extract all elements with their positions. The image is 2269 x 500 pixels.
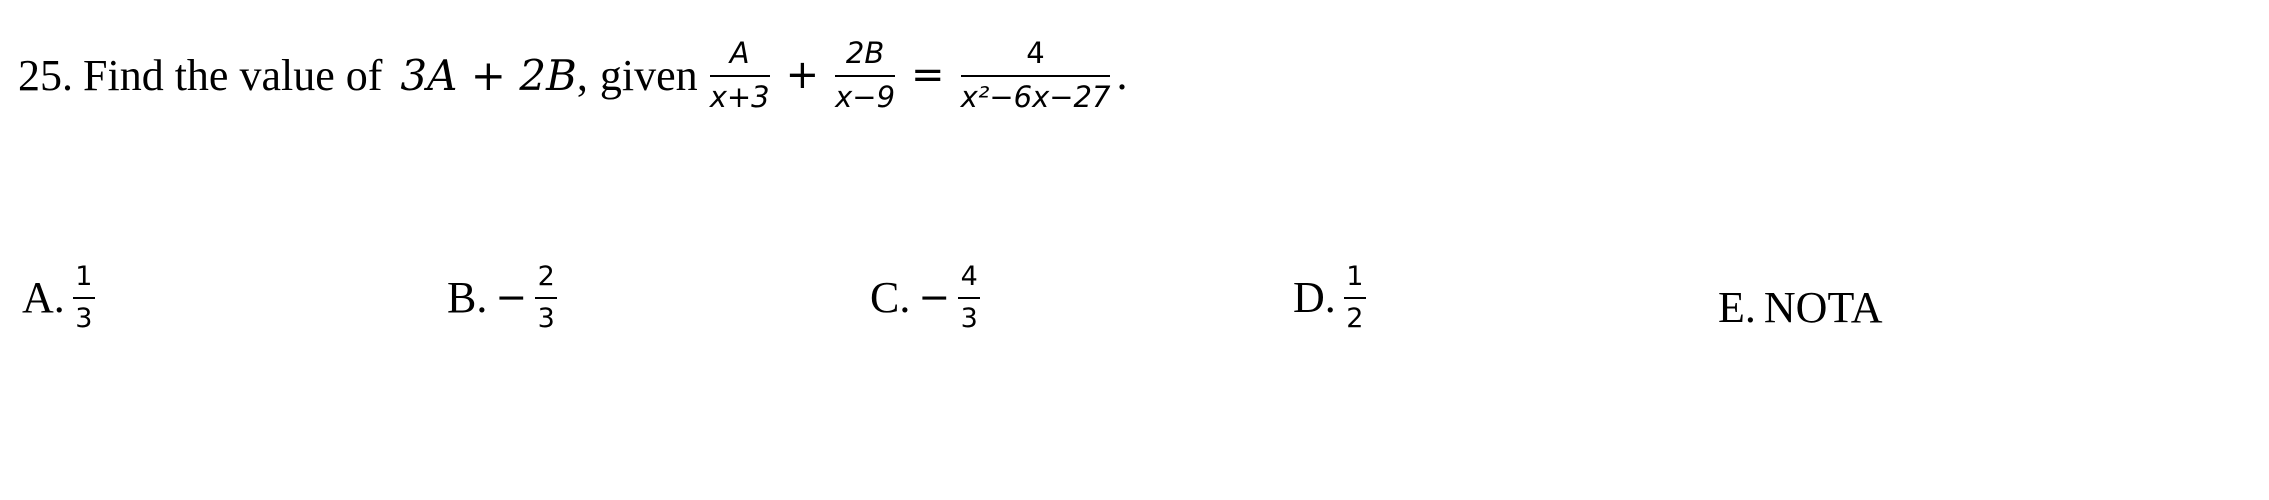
question-number: 25. (18, 50, 73, 100)
choice-a (22, 252, 95, 342)
question-prompt: Find the value of (83, 50, 383, 100)
fraction-numerator: 1 (75, 260, 93, 292)
fraction-numerator: 2B (845, 35, 885, 70)
equals-sign: = (911, 52, 945, 98)
choice-fraction (1344, 260, 1366, 334)
target-expression: 3A + 2B (400, 50, 577, 100)
choice-fraction (958, 260, 980, 334)
fraction-denominator: 3 (537, 302, 555, 334)
fraction-numerator: A (729, 35, 750, 70)
minus-sign: − (495, 275, 528, 319)
fraction-numerator: 4 (1026, 35, 1045, 70)
choice-letter: A. (22, 272, 65, 322)
fraction-denominator: x−9 (835, 79, 896, 114)
choice-letter: C. (870, 272, 911, 322)
choice-b (447, 252, 557, 342)
fraction-numerator: 2 (537, 260, 555, 292)
choice-c (870, 252, 980, 342)
choice-letter: E. (1718, 282, 1756, 332)
fraction-denominator: x+3 (709, 79, 770, 114)
fraction-denominator: 3 (960, 302, 978, 334)
plus-sign: + (785, 52, 820, 98)
fraction-2b-over-x-minus-9 (835, 35, 896, 114)
end-period: . (1116, 50, 1128, 99)
fraction-rhs (960, 35, 1111, 114)
fraction-denominator: 2 (1346, 302, 1364, 334)
question-25 (18, 30, 1127, 120)
minus-sign: − (918, 275, 951, 319)
choice-d (1293, 252, 1366, 342)
fraction-denominator: 3 (75, 302, 93, 334)
fraction-a-over-x-plus-3 (709, 35, 770, 114)
comma: , (576, 50, 588, 100)
choice-fraction (535, 260, 557, 334)
fraction-denominator: x²−6x−27 (960, 79, 1111, 114)
choice-e (1718, 262, 1883, 352)
choice-letter: B. (447, 272, 488, 322)
given-word: given (599, 50, 698, 100)
choice-text: NOTA (1763, 282, 1883, 332)
choice-letter: D. (1293, 272, 1336, 322)
choice-fraction (73, 260, 95, 334)
fraction-numerator: 1 (1346, 260, 1364, 292)
fraction-numerator: 4 (960, 260, 978, 292)
